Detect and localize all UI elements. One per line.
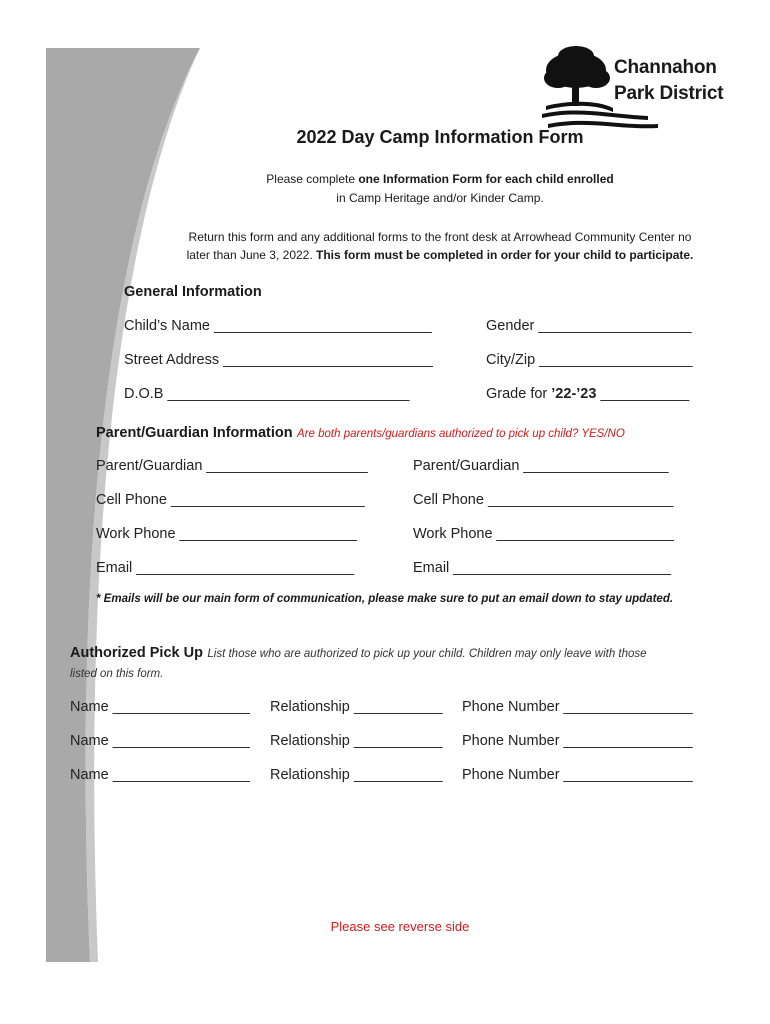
work-phone-2-field[interactable]: Work Phone ______________________ — [413, 526, 674, 542]
dob-field[interactable]: D.O.B ______________________________ — [124, 386, 410, 402]
intro-line-4-plain: later than June 3, 2022. — [186, 248, 317, 262]
cell-phone-1-field[interactable]: Cell Phone ________________________ — [96, 492, 365, 508]
parent-guardian-2-field[interactable]: Parent/Guardian __________________ — [413, 458, 669, 474]
logo-line-1: Channahon — [614, 57, 717, 78]
pickup-name-1-field[interactable]: Name _________________ — [70, 699, 250, 715]
intro-line-4-bold: This form must be completed in order for your child to participate. — [316, 248, 694, 262]
pickup-name-2-field[interactable]: Name _________________ — [70, 733, 250, 749]
general-info-heading: General Information — [124, 284, 262, 300]
authorized-pickup-note-2: listed on this form. — [70, 668, 164, 680]
intro-line-1-bold: one Information Form for each child enrolled — [358, 172, 614, 186]
authorized-pickup-heading-row — [70, 644, 647, 662]
pickup-phone-1-field[interactable]: Phone Number ________________ — [462, 699, 693, 715]
parent-guardian-heading: Parent/Guardian Information — [96, 425, 293, 441]
parent-guardian-heading-row — [96, 424, 625, 442]
email-1-field[interactable]: Email ___________________________ — [96, 560, 355, 576]
parent-guardian-1-field[interactable]: Parent/Guardian ____________________ — [96, 458, 368, 474]
gender-field[interactable]: Gender ___________________ — [486, 318, 692, 334]
grade-line: ___________ — [596, 386, 690, 402]
pickup-name-3-field[interactable]: Name _________________ — [70, 767, 250, 783]
child-name-field[interactable]: Child’s Name ___________________________ — [124, 318, 432, 334]
intro-line-1-plain: Please complete — [266, 172, 359, 186]
cell-phone-2-field[interactable]: Cell Phone _______________________ — [413, 492, 674, 508]
pickup-relationship-1-field[interactable]: Relationship ___________ — [270, 699, 443, 715]
street-address-field[interactable]: Street Address __________________________ — [124, 352, 433, 368]
authorized-pickup-heading: Authorized Pick Up — [70, 645, 203, 661]
grade-label: Grade for — [486, 386, 552, 402]
work-phone-1-field[interactable]: Work Phone ______________________ — [96, 526, 357, 542]
city-zip-field[interactable]: City/Zip ___________________ — [486, 352, 693, 368]
grade-field[interactable] — [486, 386, 689, 402]
logo-text — [614, 55, 723, 107]
intro-line-1 — [110, 172, 770, 186]
emails-note: * Emails will be our main form of communication, please make sure to put an email down to stay updated. — [96, 593, 674, 605]
intro-line-3: Return this form and any additional forms to the front desk at Arrowhead Community Center no — [188, 230, 692, 244]
email-2-field[interactable]: Email ___________________________ — [413, 560, 672, 576]
authorized-pickup-note-1: List those who are authorized to pick up your child. Children may only leave with those — [207, 648, 647, 660]
intro-line-2: in Camp Heritage and/or Kinder Camp. — [336, 191, 544, 205]
intro-line-4 — [110, 248, 770, 262]
pickup-relationship-3-field[interactable]: Relationship ___________ — [270, 767, 443, 783]
see-reverse-note: Please see reverse side — [330, 919, 470, 934]
pickup-phone-2-field[interactable]: Phone Number ________________ — [462, 733, 693, 749]
pickup-authorization-question: Are both parents/guardians authorized to pick up child? YES/NO — [297, 428, 625, 440]
page-title: 2022 Day Camp Information Form — [296, 127, 584, 147]
pickup-relationship-2-field[interactable]: Relationship ___________ — [270, 733, 443, 749]
pickup-phone-3-field[interactable]: Phone Number ________________ — [462, 767, 693, 783]
logo-line-2: Park District — [614, 83, 724, 104]
grade-year: ’22-’23 — [551, 386, 597, 402]
